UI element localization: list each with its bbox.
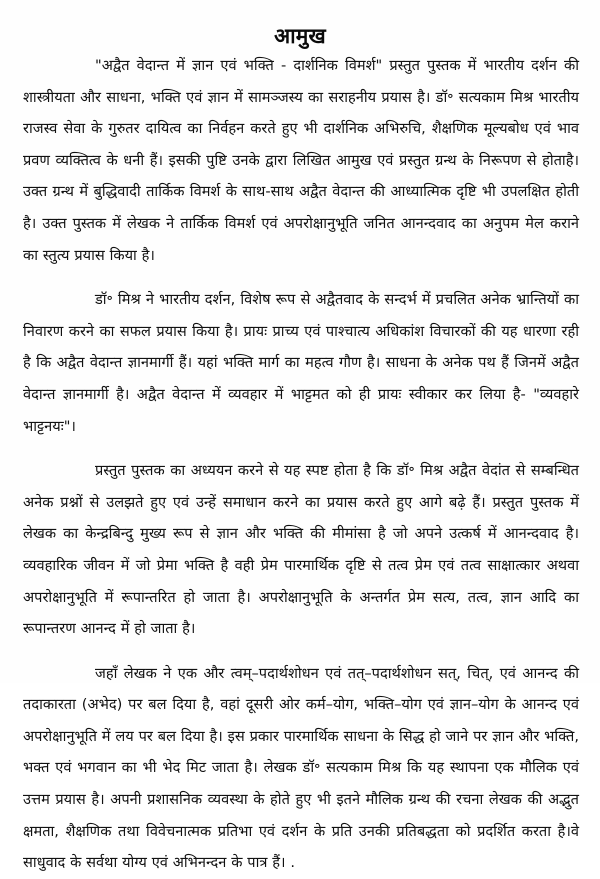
document-body bbox=[23, 50, 579, 879]
paragraph-4: जहाँ लेखक ने एक और त्वम्–पदार्थशोधन एवं तत्–पदार्थशोधन सत्, चित्, एवं आनन्द की तदाकारता (अभेद) पर बल दिया है, वहां दूसरी ओर कर्म–योग, भक्ति–योग एवं ज्ञान–योग के आनन्द एवं अपरोक्षानुभूति में लय पर बल दिया है। इस प्रकार पारमार्थिक साधना के सिद्ध हो जाने पर ज्ञान और भक्ति, भक्त एवं भगवान का भी भेद मिट जाता है। लेखक डॉ॰ सत्यकाम मिश्र कि यह स्थापना एक मौलिक एवं उत्तम प्रयास है। अपनी प्रशासनिक व्यवस्था के होते हुए भी इतने मौलिक ग्रन्थ की रचना लेखक की अद्भुत क्षमता, शैक्षणिक तथा विवेचनात्मक प्रतिभा एवं दर्शन के प्रति उनकी प्रतिबद्धता को प्रदर्शित करता है।वे साधुवाद के सर्वथा योग्य एवं अभिनन्दन के पात्र हैं। . bbox=[23, 664, 579, 872]
page-title: आमुख bbox=[274, 24, 326, 49]
paragraph-2: डॉ॰ मिश्र ने भारतीय दर्शन, विशेष रूप से अद्वैतवाद के सन्दर्भ में प्रचलित अनेक भ्रान्तियों का निवारण करने का सफल प्रयास किया है। प्रायः प्राच्य एवं पाश्चात्य अधिकांश विचारकों की यह धारणा रही है कि अद्वैत वेदान्त ज्ञानमार्गी हैं। यहां भक्ति मार्ग का महत्व गौण है। साधना के अनेक पथ हैं जिनमें अद्वैत वेदान्त ज्ञानमार्गी है। अद्वैत वेदान्त में व्यवहार में भाट्टमत को ही प्रायः स्वीकार कर लिया है- "व्यवहारे भाट्टनयः"। bbox=[23, 291, 579, 435]
paragraph-1: "अद्वैत वेदान्त में ज्ञान एवं भक्ति - दार्शनिक विमर्श" प्रस्तुत पुस्तक में भारतीय दर्शन की शास्त्रीयता और साधना, भक्ति एवं ज्ञान में सामञ्जस्य का सराहनीय प्रयास है। डॉ॰ सत्यकाम मिश्र भारतीय राजस्व सेवा के गुरुतर दायित्व का निर्वहन करते हुए भी दार्शनिक अभिरुचि, शैक्षणिक मूल्यबोध एवं भाव प्रवण व्यक्तित्व के धनी हैं। इसकी पुष्टि उनके द्वारा लिखित आमुख एवं प्रस्तुत ग्रन्थ के निरूपण से होताहै। उक्त ग्रन्थ में बुद्धिवादी तार्किक विमर्श के साथ-साथ अद्वैत वेदान्त की आध्यात्मिक दृष्टि भी उपलक्षित होती है। उक्त पुस्तक में लेखक ने तार्किक विमर्श एवं अपरोक्षानुभूति जनित आनन्दवाद का अनुपम मेल कराने का स्तुत्य प्रयास किया है। bbox=[23, 57, 579, 264]
paragraph-3: प्रस्तुत पुस्तक का अध्ययन करने से यह स्पष्ट होता है कि डॉ॰ मिश्र अद्वैत वेदांत से सम्बन्धित अनेक प्रश्नों से उलझते हुए एवं उन्हें समाधान करने का प्रयास करते हुए आगे बढ़े हैं। प्रस्तुत पुस्तक में लेखक का केन्द्रबिन्दु मुख्य रूप से ज्ञान और भक्ति की मीमांसा है जो अपने उत्कर्ष में आनन्दवाद है। व्यवहारिक जीवन में जो प्रेमा भक्ति है वही प्रेम पारमार्थिक दृष्टि से तत्व प्रेम एवं तत्व साक्षात्कार अथवा अपरोक्षानुभूति में रूपान्तरित हो जाता है। अपरोक्षानुभूति के अन्तर्गत प्रेम सत्य, तत्व, ज्ञान आदि का रूपान्तरण आनन्द में हो जाता है। bbox=[23, 462, 579, 638]
